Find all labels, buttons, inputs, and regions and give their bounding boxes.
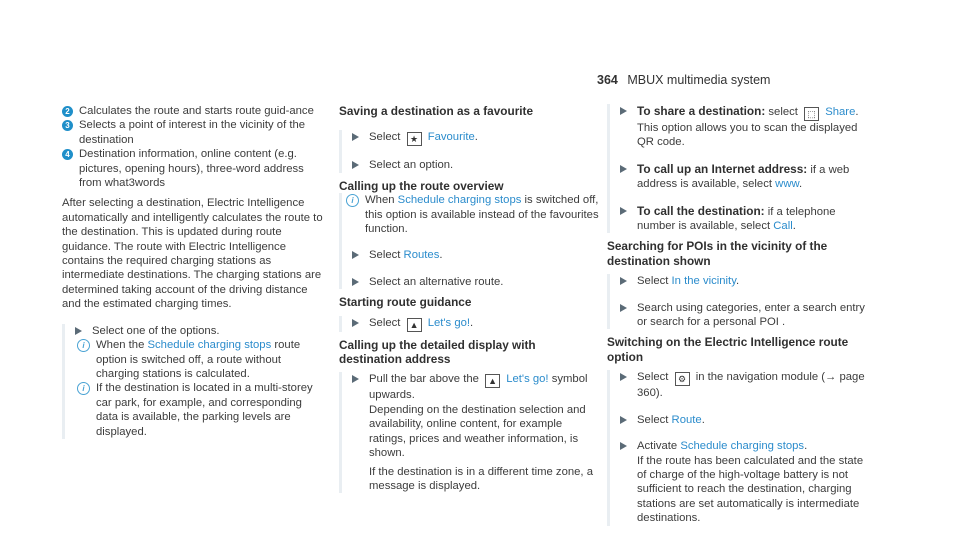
step — [610, 439, 872, 525]
step-arrow-icon — [620, 107, 627, 115]
favourite-link: Favourite — [427, 131, 475, 144]
setting-link: Schedule charging stops — [397, 194, 522, 207]
list-item-text: Destination information, online content (e.g. pictures, opening hours), three-word address from what3words — [79, 148, 304, 190]
step-text: Search using categories, enter a search entry or search for a personal POI . — [637, 301, 865, 329]
instruction-block — [607, 274, 872, 329]
list-item-text: Selects a point of interest in the vicinity of the destination — [79, 119, 306, 146]
step-arrow-icon — [352, 278, 359, 286]
column-1 — [62, 104, 327, 439]
note-text: When Schedule charging stops is switched off, this option is available instead of the favourites function. — [365, 194, 599, 236]
step-text: To share a destination: select ⬚ Share. This option allows you to scan the displayed QR code. — [637, 104, 859, 149]
info-icon: i — [77, 382, 90, 395]
number-badge: 4 — [62, 149, 73, 160]
list-item — [62, 147, 327, 190]
note — [77, 381, 327, 439]
step-arrow-icon — [352, 133, 359, 141]
step — [610, 274, 872, 288]
step — [342, 275, 601, 289]
step-arrow-icon — [352, 375, 359, 383]
step-text: To call the destination: if a telephone number is available, select Call. — [637, 203, 836, 233]
step-arrow-icon — [352, 251, 359, 259]
note-text: If the destination is located in a multi-storey car park, for example, and corresponding data is available, the parking levels are displayed. — [96, 382, 313, 438]
section-heading: Calling up the detailed display with destination address — [339, 337, 536, 367]
step-text: Select ⚙ in the navigation module (→ page 360). — [637, 371, 865, 400]
number-badge: 3 — [62, 120, 73, 131]
www-link: www — [775, 178, 800, 191]
step-arrow-icon — [352, 161, 359, 169]
schedule-charging-link: Schedule charging stops — [680, 440, 805, 453]
step-text: Activate Schedule charging stops. If the route has been calculated and the state of charge of the high-voltage battery is not sufficient to reach the destination, charging stations are set automatically is intermediate destinations. — [637, 440, 864, 525]
step-arrow-icon — [620, 373, 627, 381]
section-heading: Calling up the route overview — [339, 178, 504, 193]
lets-go-link: Let's go! — [427, 316, 471, 329]
lets-go-link: Let's go! — [506, 373, 549, 386]
step — [610, 301, 872, 330]
star-icon: ★ — [407, 132, 422, 146]
body-paragraph: After selecting a destination, Electric Intelligence automatically and intelligently calculates the route to the destination. This is updated during route guidance. The route with Electric Intelligence contains the required charging stations as intermediate destinations. The charging stations are determined taking account of the driving distance and the estimated charging times. — [62, 197, 323, 311]
step-arrow-icon — [620, 165, 627, 173]
step — [342, 372, 601, 493]
section-heading: Switching on the Electric Intelligence route option — [607, 335, 849, 364]
step-text: To call up an Internet address: if a web address is available, select www. — [637, 161, 850, 191]
step-arrow-icon — [352, 319, 359, 327]
instruction-block — [62, 324, 327, 439]
step — [610, 162, 872, 192]
page-title: MBUX multimedia system — [627, 73, 771, 87]
step-text: Pull the bar above the ▲ Let's go! symbol upwards. Depending on the destination selection and availability, online content, for example ratings, prices and weather information, is shown. If the destination is in a different time zone, a message is displayed. — [369, 373, 593, 492]
setting-link: Schedule charging stops — [147, 339, 272, 352]
step — [342, 158, 601, 172]
step — [610, 413, 872, 427]
note — [77, 338, 327, 381]
section-heading: Searching for POIs in the vicinity of the destination shown — [607, 239, 828, 268]
instruction-block — [339, 130, 601, 172]
instruction-block — [607, 104, 872, 233]
step — [65, 324, 327, 338]
step-text: Select Route. — [637, 413, 705, 426]
step-arrow-icon — [620, 304, 627, 312]
section-heading: Starting route guidance — [339, 295, 472, 310]
page-number: 364 — [597, 73, 618, 87]
instruction-block — [339, 316, 601, 332]
step — [342, 316, 601, 332]
in-vicinity-link: In the vicinity — [671, 275, 737, 288]
list-item — [62, 104, 327, 118]
route-link: Route — [671, 413, 702, 426]
column-2 — [339, 104, 601, 493]
list-item-text: Calculates the route and starts route guid-ance — [79, 105, 314, 117]
step — [342, 248, 601, 262]
page-header — [597, 73, 770, 87]
step-text: Select an alternative route. — [369, 275, 504, 288]
qr-share-icon: ⬚ — [804, 107, 819, 121]
step-text: Select an option. — [369, 159, 454, 172]
info-icon: i — [346, 194, 359, 207]
instruction-block — [339, 193, 601, 289]
instruction-block — [607, 370, 872, 525]
list-item — [62, 118, 327, 147]
step — [342, 130, 601, 146]
step-arrow-icon — [620, 277, 627, 285]
step — [610, 204, 872, 234]
step — [610, 370, 872, 400]
note — [346, 193, 601, 236]
step-text: Select one of the options. — [92, 324, 220, 337]
step-text: Select ▲ Let's go!. — [369, 316, 474, 330]
step — [610, 104, 872, 150]
section-heading: Saving a destination as a favourite — [339, 104, 534, 118]
note-text: When the Schedule charging stops route option is switched off, a route without charging stations is calculated. — [96, 339, 301, 380]
step-arrow-icon — [620, 416, 627, 424]
instruction-block — [339, 372, 601, 493]
info-icon: i — [77, 339, 90, 352]
call-link: Call — [773, 220, 793, 233]
step-text: Select In the vicinity. — [637, 275, 740, 288]
navigation-arrow-icon: ▲ — [407, 318, 422, 332]
share-link: Share — [825, 106, 856, 118]
number-badge: 2 — [62, 106, 73, 117]
step-text: Select Routes. — [369, 249, 443, 262]
step-arrow-icon — [75, 327, 82, 335]
column-3 — [607, 104, 872, 526]
step-arrow-icon — [620, 442, 627, 450]
navigation-arrow-icon: ▲ — [485, 374, 500, 388]
step-text: Select ★ Favourite. — [369, 131, 478, 145]
step-arrow-icon — [620, 207, 627, 215]
gear-icon: ⚙ — [675, 372, 690, 386]
routes-link: Routes — [403, 249, 440, 262]
